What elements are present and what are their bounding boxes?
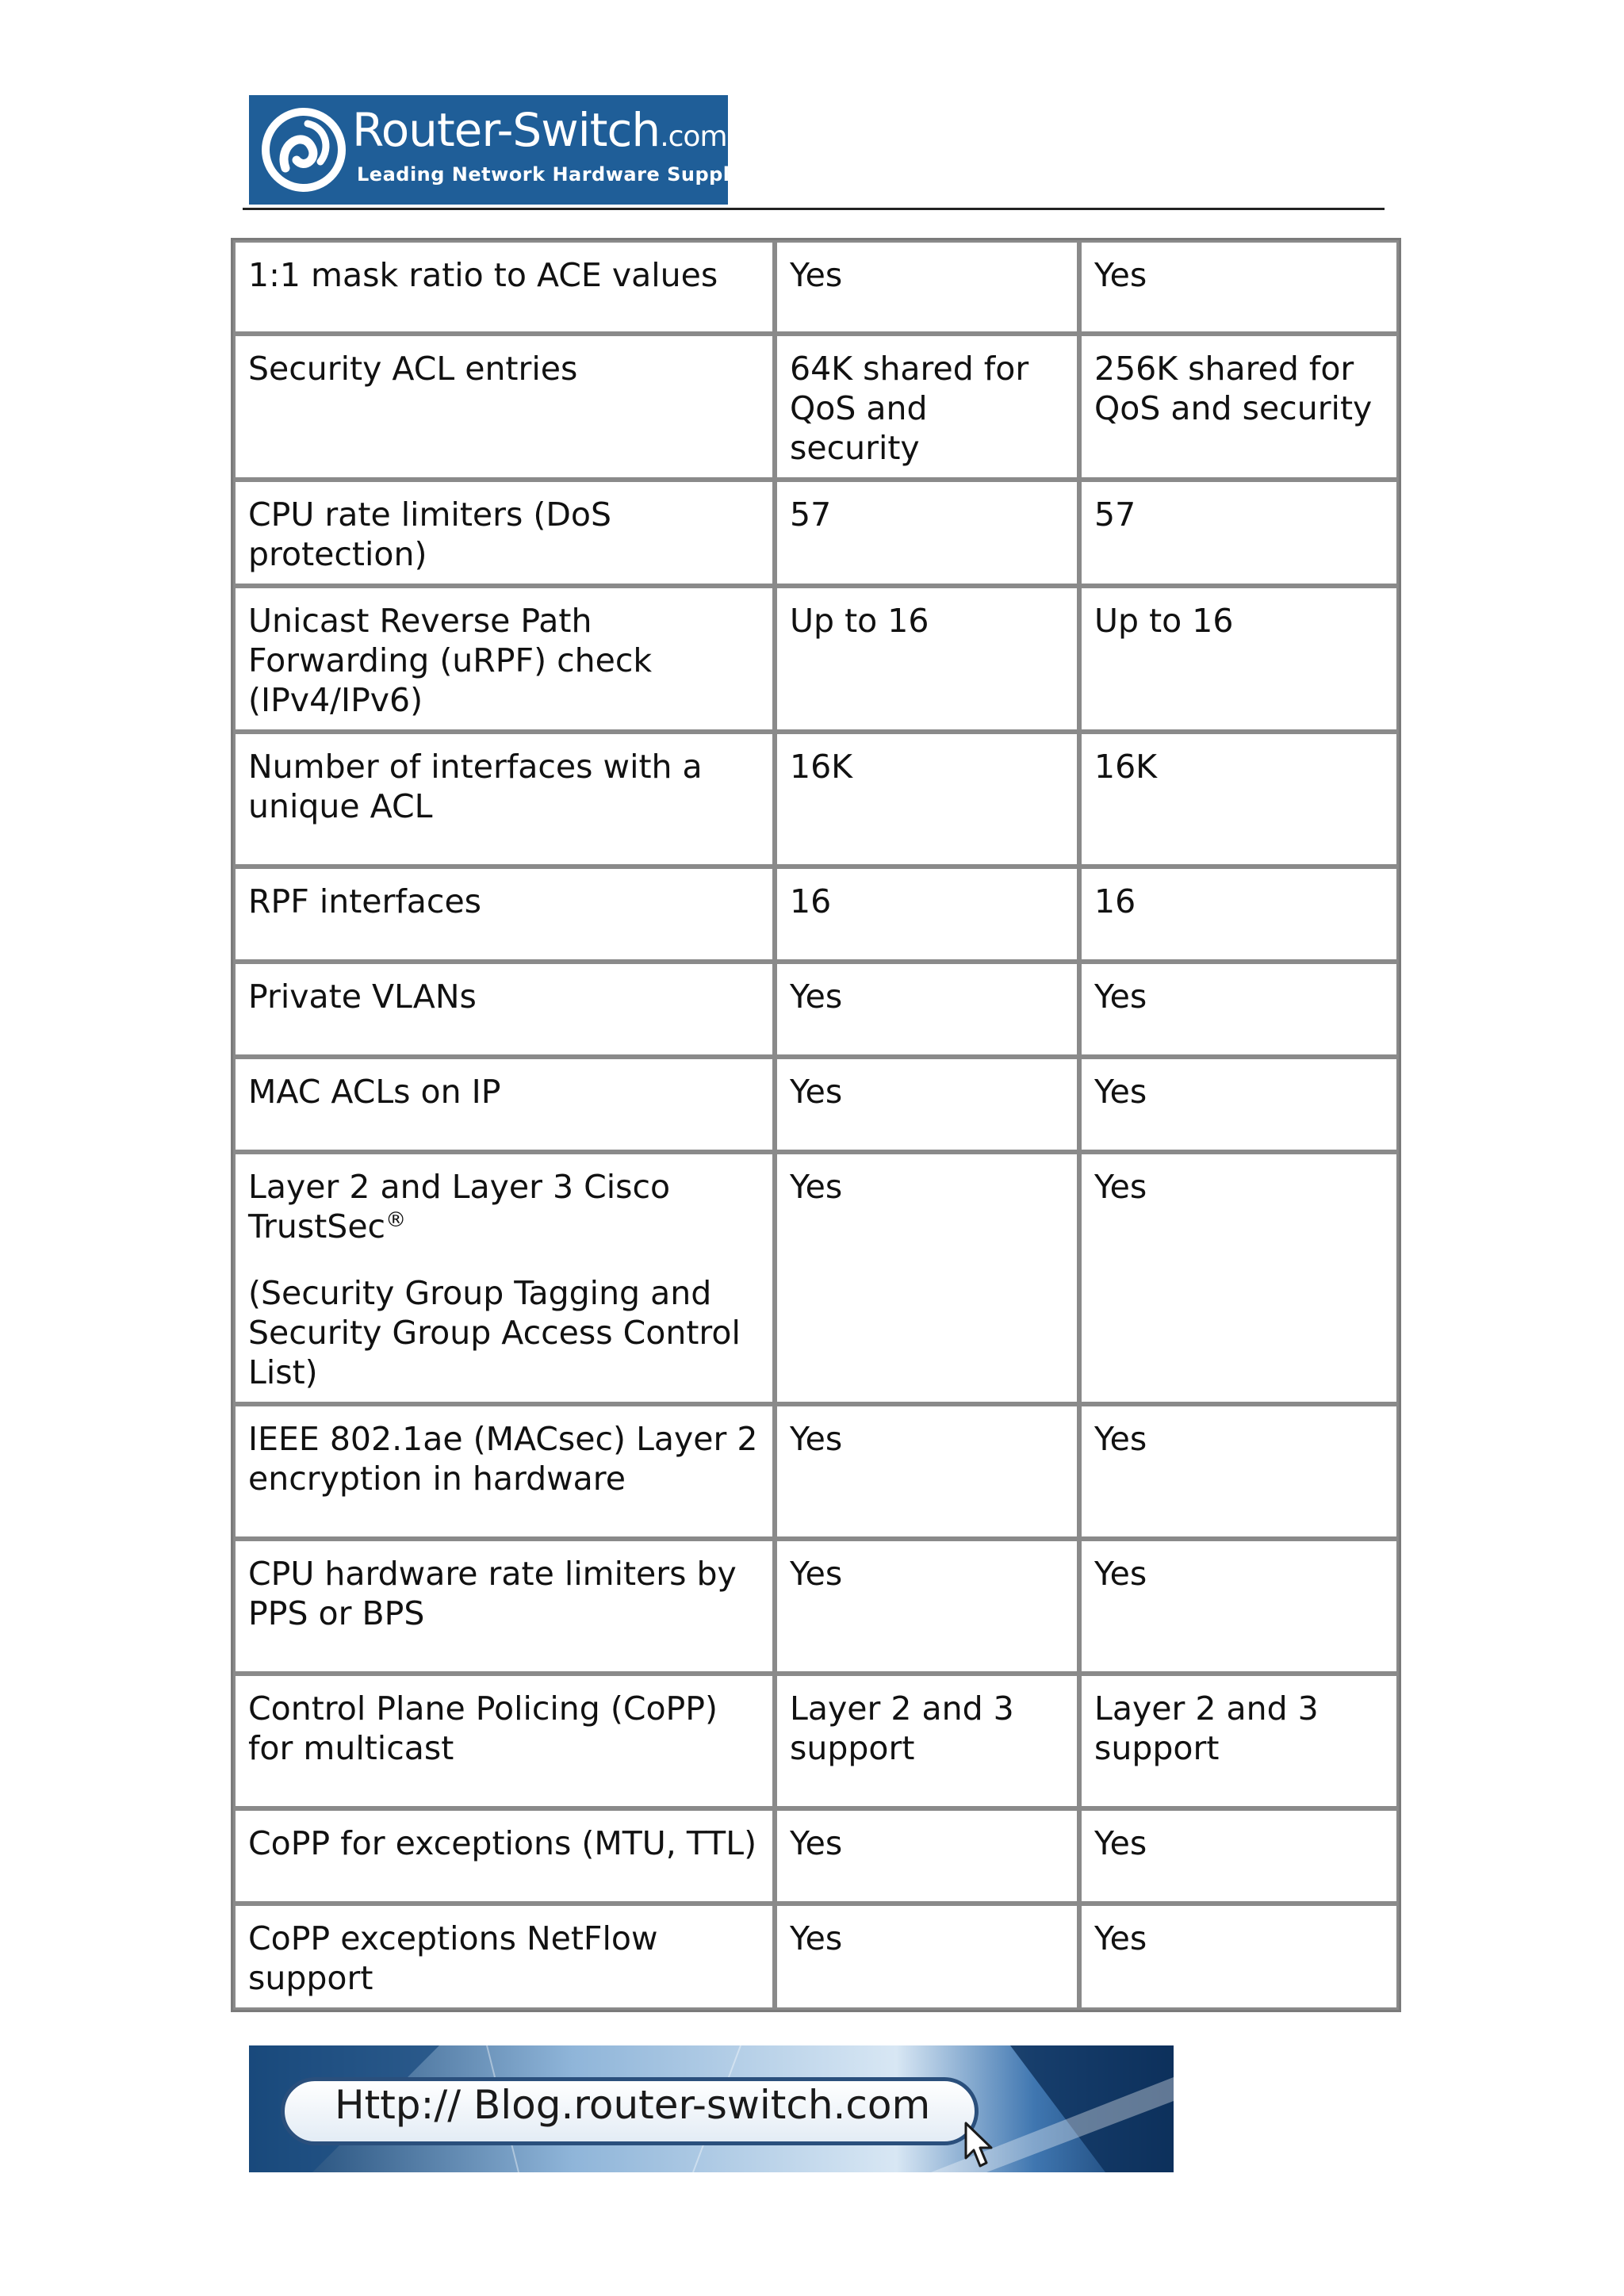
feature-cell: Number of interfaces with a unique ACL bbox=[233, 732, 775, 867]
value-cell: Yes bbox=[1079, 1057, 1399, 1152]
registered-mark: ® bbox=[385, 1208, 407, 1232]
logo-subtitle: Leading Network Hardware Supplier bbox=[357, 163, 760, 186]
logo-swirl-icon bbox=[262, 106, 346, 193]
value-cell: Yes bbox=[775, 1404, 1079, 1539]
feature-cell: CoPP exceptions NetFlow support bbox=[233, 1904, 775, 2010]
feature-cell: Private VLANs bbox=[233, 962, 775, 1057]
table-row bbox=[233, 1904, 1399, 2010]
value-cell: 16 bbox=[775, 867, 1079, 962]
table-row bbox=[233, 1674, 1399, 1808]
value-cell: Yes bbox=[1079, 1904, 1399, 2010]
value-cell: Yes bbox=[775, 1904, 1079, 2010]
value-cell: 57 bbox=[1079, 480, 1399, 586]
feature-cell: CPU rate limiters (DoS protection) bbox=[233, 480, 775, 586]
feature-text bbox=[248, 1167, 761, 1246]
table-row bbox=[233, 1404, 1399, 1539]
value-cell: 16K bbox=[775, 732, 1079, 867]
value-cell: Yes bbox=[775, 240, 1079, 334]
feature-cell: IEEE 802.1ae (MACsec) Layer 2 encryption in hardware bbox=[233, 1404, 775, 1539]
value-cell: Up to 16 bbox=[1079, 586, 1399, 732]
value-cell: Yes bbox=[775, 962, 1079, 1057]
value-cell: Layer 2 and 3 support bbox=[1079, 1674, 1399, 1808]
value-cell: Yes bbox=[1079, 1152, 1399, 1404]
feature-cell: RPF interfaces bbox=[233, 867, 775, 962]
feature-cell: Unicast Reverse Path Forwarding (uRPF) check (IPv4/IPv6) bbox=[233, 586, 775, 732]
feature-note: (Security Group Tagging and Security Group Access Control List) bbox=[248, 1274, 741, 1391]
table-row bbox=[233, 962, 1399, 1057]
value-cell: 256K shared for QoS and security bbox=[1079, 334, 1399, 480]
banner-url-text[interactable]: Http:// Blog.router-switch.com bbox=[335, 2082, 931, 2128]
header-divider bbox=[243, 208, 1385, 210]
table-row bbox=[233, 1152, 1399, 1404]
value-cell: 16K bbox=[1079, 732, 1399, 867]
table-row bbox=[233, 732, 1399, 867]
feature-cell: 1:1 mask ratio to ACE values bbox=[233, 240, 775, 334]
value-cell: Yes bbox=[775, 1152, 1079, 1404]
table-row bbox=[233, 586, 1399, 732]
value-cell: 57 bbox=[775, 480, 1079, 586]
table-row bbox=[233, 1808, 1399, 1904]
specification-table bbox=[231, 238, 1401, 2012]
table-row bbox=[233, 480, 1399, 586]
value-cell: Yes bbox=[1079, 962, 1399, 1057]
router-switch-logo bbox=[249, 95, 760, 205]
value-cell: Yes bbox=[775, 1057, 1079, 1152]
table-row bbox=[233, 1057, 1399, 1152]
table-row bbox=[233, 334, 1399, 480]
feature-cell: MAC ACLs on IP bbox=[233, 1057, 775, 1152]
value-cell: Yes bbox=[1079, 1404, 1399, 1539]
value-cell: Yes bbox=[1079, 240, 1399, 334]
mouse-pointer-icon bbox=[963, 2122, 994, 2169]
table-row bbox=[233, 1539, 1399, 1674]
table-row bbox=[233, 240, 1399, 334]
feature-cell: CPU hardware rate limiters by PPS or BPS bbox=[233, 1539, 775, 1674]
value-cell: 16 bbox=[1079, 867, 1399, 962]
value-cell: Yes bbox=[775, 1539, 1079, 1674]
value-cell: Yes bbox=[1079, 1539, 1399, 1674]
value-cell: 64K shared for QoS and security bbox=[775, 334, 1079, 480]
logo-title-main: Router-Switch bbox=[352, 103, 661, 157]
logo-title bbox=[352, 103, 727, 157]
blog-banner[interactable] bbox=[249, 2045, 1174, 2172]
value-cell: Layer 2 and 3 support bbox=[775, 1674, 1079, 1808]
table-row bbox=[233, 867, 1399, 962]
value-cell: Up to 16 bbox=[775, 586, 1079, 732]
logo-title-suffix: .com bbox=[660, 121, 727, 153]
value-cell: Yes bbox=[775, 1808, 1079, 1904]
feature-cell: CoPP for exceptions (MTU, TTL) bbox=[233, 1808, 775, 1904]
feature-cell: Control Plane Policing (CoPP) for multicast bbox=[233, 1674, 775, 1808]
feature-cell: Security ACL entries bbox=[233, 334, 775, 480]
feature-title: Layer 2 and Layer 3 Cisco TrustSec bbox=[248, 1168, 671, 1246]
feature-cell bbox=[233, 1152, 775, 1404]
value-cell: Yes bbox=[1079, 1808, 1399, 1904]
